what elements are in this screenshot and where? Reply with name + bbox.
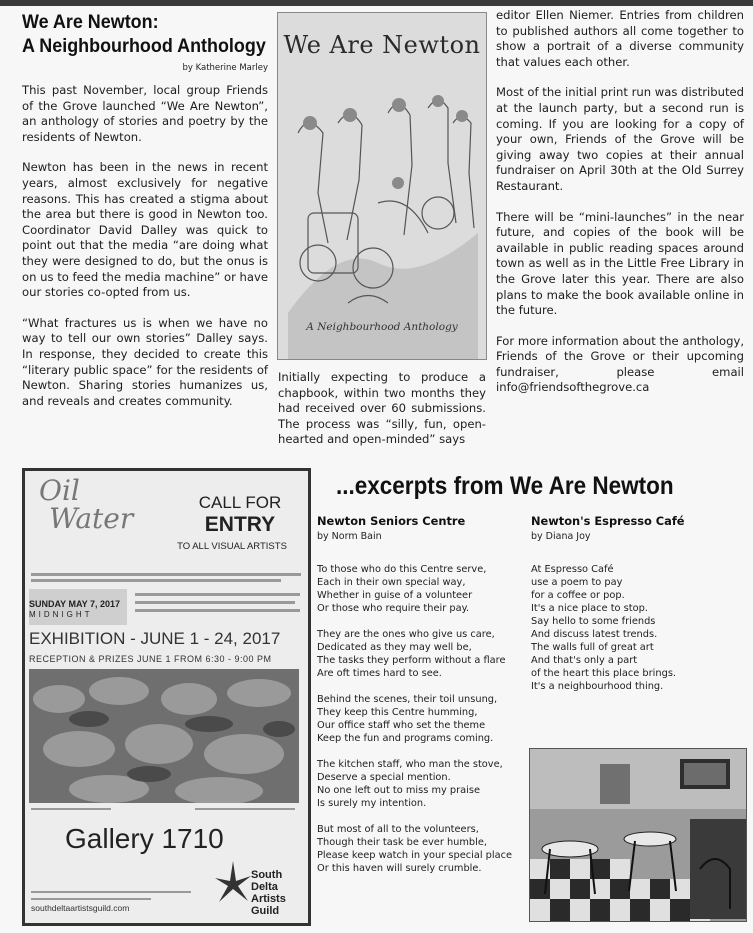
poem-line: No one left out to miss my praise: [317, 785, 481, 796]
poster-logo: [39, 474, 134, 535]
poem-line: And discuss latest trends.: [531, 629, 658, 640]
poem-espresso-cafe: [531, 514, 746, 693]
poster-call: CALL FOR: [198, 493, 282, 512]
paragraph: For more information about the anthology, Friends of the Grove or their upcoming fundraiser, please email info@friendsofthegrove.ca: [496, 333, 744, 395]
poster-fine-print: [31, 573, 301, 576]
poem-stanza: [317, 823, 522, 875]
poem-line: Say hello to some friends: [531, 616, 656, 627]
poem-line: But most of all to the volunteers,: [317, 824, 479, 835]
poster-logo-water: Water: [49, 502, 134, 535]
article-column-3: [496, 8, 744, 411]
cover-subtitle: A Neighbourhood Anthology: [306, 321, 458, 333]
poem-line: It's a neighbourhood thing.: [531, 681, 664, 692]
cover-illustration: [278, 13, 486, 359]
cafe-illustration: [530, 749, 746, 921]
poem-stanza: [317, 758, 522, 810]
poster-guild-name: South Delta Artists Guild: [251, 869, 286, 917]
poster-entry: ENTRY: [204, 513, 276, 536]
poem-line: To those who do this Centre serve,: [317, 564, 487, 575]
poem-line: At Espresso Café: [531, 564, 614, 575]
poster-gallery: Gallery 1710: [65, 823, 224, 854]
poster-exhibition: EXHIBITION - JUNE 1 - 24, 2017: [29, 629, 281, 648]
article-byline: by Katherine Marley: [182, 63, 268, 73]
poem-body: [531, 563, 746, 693]
poster-deadline-day: SUNDAY MAY 7, 2017: [29, 599, 121, 609]
paragraph: “What fractures us is when we have no way to tell our own stories” Dalley says. In response, they decided to create this “literary public space” for the residents of Newton. Sharing stories humanizes us, and reveals and creates community.: [22, 315, 268, 408]
excerpts-heading: ...excerpts from We Are Newton: [336, 472, 674, 500]
poem-line: Or those who require their pay.: [317, 603, 470, 614]
poem-line: They keep this Centre humming,: [317, 707, 478, 718]
poster-fine-print: [31, 891, 191, 893]
headline-line1: We Are Newton:: [22, 11, 159, 33]
poem-line: Keep the fun and programs coming.: [317, 733, 494, 744]
book-cover-image: [277, 12, 487, 360]
poster-fine-print: [31, 579, 281, 582]
poem-seniors-centre: [317, 514, 522, 888]
article-headline: [22, 10, 266, 58]
paragraph: This past November, local group Friends of the Grove launched “We Are Newton”, an anthology of stories and poetry by the residents of Newton.: [22, 83, 268, 144]
article-column-1: [22, 83, 268, 424]
poster-deadline-box: [29, 589, 127, 625]
poem-line: Or this haven will surely crumble.: [317, 863, 482, 874]
poem-line: Are oft times hard to see.: [317, 668, 442, 679]
poem-author: by Norm Bain: [317, 531, 382, 542]
poster-paint-splash: [213, 856, 253, 906]
poem-stanza: [317, 563, 522, 615]
poem-line: Dedicated as they may well be,: [317, 642, 472, 653]
poem-line: The kitchen staff, who man the stove,: [317, 759, 503, 770]
paragraph: Most of the initial print run was distributed at the launch party, but a second run is coming. If you are looking for a copy of your own, Friends of the Grove will be giving away two copies at their annual fundraiser on April 30th at the Old Surrey Restaurant.: [496, 85, 744, 193]
poem-line: Deserve a special mention.: [317, 772, 451, 783]
poster-to-all: TO ALL VISUAL ARTISTS: [177, 541, 287, 552]
poem-line: use a poem to pay: [531, 577, 623, 588]
poem-author: by Diana Joy: [531, 531, 591, 542]
paragraph: There will be “mini-launches” in the near future, and copies of the book will be available in public reading spaces around town as well as in the Little Free Library in the Grove later this year. There are also plans to make the book available online in the future.: [496, 209, 744, 318]
poster-fine-print: [195, 808, 295, 810]
poem-line: of the heart this place brings.: [531, 668, 677, 679]
poem-line: Each in their own special way,: [317, 577, 466, 588]
poem-line: Behind the scenes, their toil unsung,: [317, 694, 498, 705]
poem-line: Though their task be ever humble,: [317, 837, 488, 848]
poster-fine-print: [31, 898, 151, 900]
paragraph: Initially expecting to produce a chapbook, within two months they had received over 60 submissions. The process was “silly, fun, open-hearted and open-minded” says: [278, 370, 486, 447]
poem-line: They are the ones who give us care,: [317, 629, 495, 640]
top-rule: [0, 0, 753, 6]
headline-line2: A Neighbourhood Anthology: [22, 35, 266, 57]
poster-fine-print: [31, 808, 111, 810]
poem-line: Is surely my intention.: [317, 798, 427, 809]
paragraph: editor Ellen Niemer. Entries from children to published authors all come together to show a portrait of a diverse community that values each other.: [496, 8, 744, 69]
poem-stanza: [317, 693, 522, 745]
poster-reception: RECEPTION & PRIZES JUNE 1 FROM 6:30 - 9:00 PM: [29, 654, 272, 664]
poem-body: [317, 563, 522, 875]
article-column-2: [278, 370, 486, 463]
poem-line: The walls full of great art: [531, 642, 654, 653]
cover-title: We Are Newton: [283, 31, 481, 59]
call-for-entry-poster: [22, 468, 311, 926]
poem-title: Newton Seniors Centre: [317, 514, 466, 528]
poem-line: It's a nice place to stop.: [531, 603, 648, 614]
poster-fine-print: [135, 593, 300, 596]
poem-line: And that's only a part: [531, 655, 638, 666]
paragraph: Newton has been in the news in recent years, almost exclusively for negative reasons. This has created a stigma about the area but there is good in Newton too. Coordinator David Dalley was quick to point out that the media “are doing what they were designed to do, but the onus is on us to feed the media machine” or have our stories co-opted from us.: [22, 160, 268, 300]
poster-garden-photo: [29, 669, 299, 803]
cafe-interior-photo: [529, 748, 747, 922]
poster-fine-print: [135, 601, 295, 604]
poem-stanza: [317, 628, 522, 680]
poem-line: Whether in guise of a volunteer: [317, 590, 473, 601]
poster-deadline-time: MIDNIGHT: [29, 610, 93, 619]
poem-line: The tasks they perform without a flare: [317, 655, 506, 666]
poster-fine-print: [135, 609, 300, 612]
poster-logo-oil: Oil: [39, 474, 80, 507]
poem-line: Our office staff who set the theme: [317, 720, 486, 731]
poem-title: Newton's Espresso Café: [531, 514, 685, 528]
poem-line: for a coffee or pop.: [531, 590, 625, 601]
poem-line: Please keep watch in your special place: [317, 850, 513, 861]
poster-website: southdeltaartistsguild.com: [31, 903, 130, 913]
